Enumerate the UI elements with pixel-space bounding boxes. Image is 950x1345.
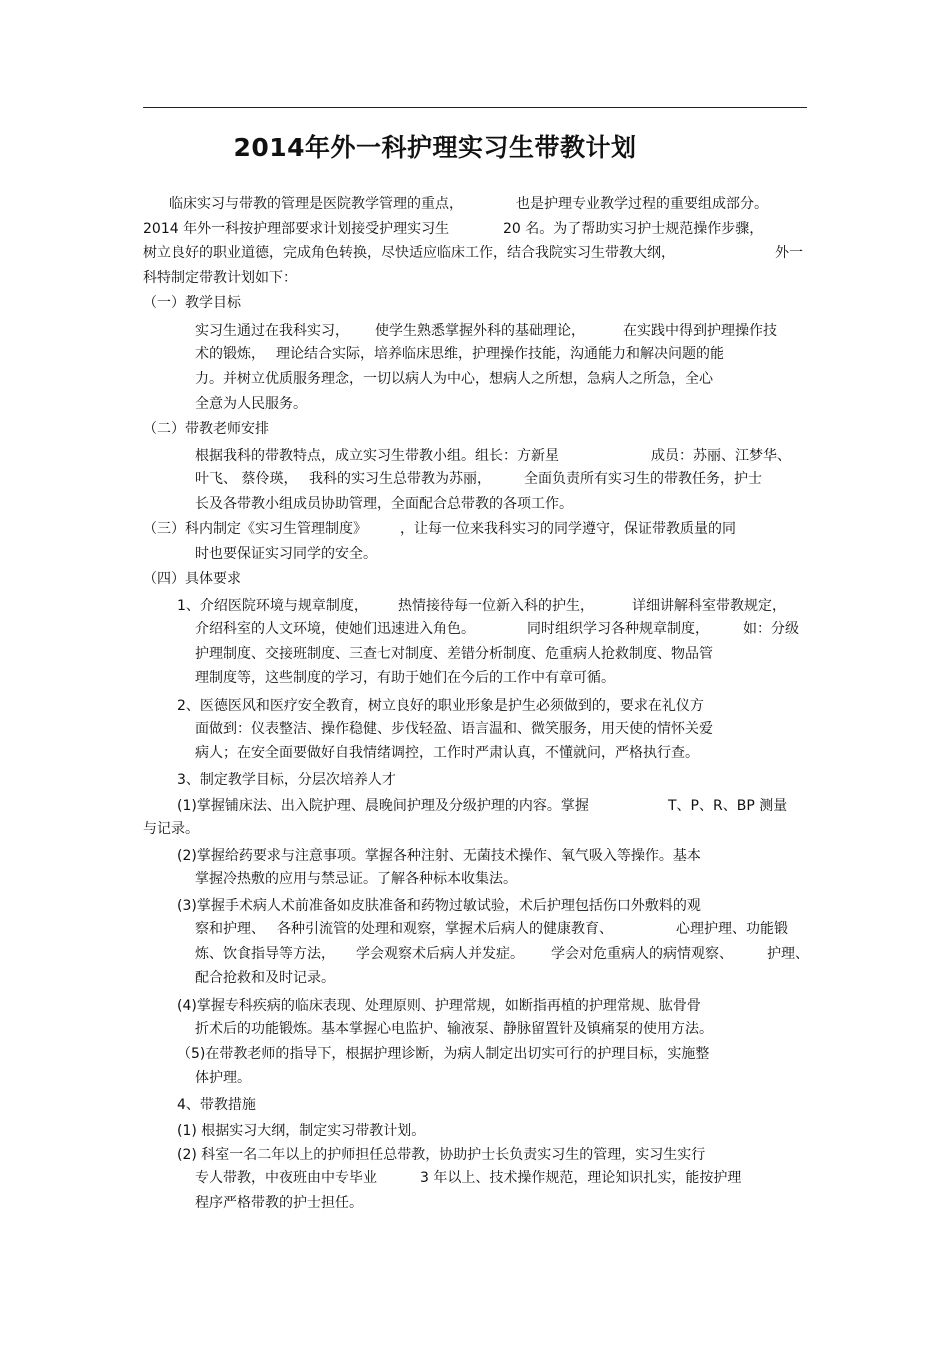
point-4-line-1: (4)掌握专科疾病的临床表现、处理原则、护理常规，如断指再植的护理常规、肱骨骨 [177,998,701,1014]
point-5-line-2: 体护理。 [195,1070,251,1086]
item-4-heading: 4、带教措施 [177,1097,256,1113]
section-3-line-2: 时也要保证实习同学的安全。 [195,546,377,562]
section-1-line-3: 力。并树立优质服务理念，一切以病人为中心，想病人之所想，急病人之所急，全心 [195,371,713,387]
section-2-heading: （二）带教老师安排 [143,421,269,437]
item-2-line-1: 2、医德医风和医疗安全教育，树立良好的职业形象是护生必须做到的，要求在礼仪方 [177,698,704,714]
point-3-line-4: 配合抢救和及时记录。 [195,970,335,986]
point-1-line-2: 与记录。 [143,821,199,837]
point-4-line-2: 折术后的功能锻炼。基本掌握心电监护、输液泵、静脉留置针及镇痛泵的使用方法。 [195,1021,713,1037]
item-3-heading: 3、制定教学目标，分层次培养人才 [177,772,396,788]
item-2-line-3: 病人；在安全面要做好自我情绪调控，工作时严肃认真，不懂就问，严格执行查。 [195,745,699,761]
measure-1: (1) 根据实习大纲，制定实习带教计划。 [177,1123,426,1139]
measure-2-line-1: (2) 科室一名二年以上的护师担任总带教，协助护士长负责实习生的管理，实习生实行 [177,1147,706,1163]
item-1-line-3: 护理制度、交接班制度、三查七对制度、差错分析制度、危重病人抢救制度、物品管 [195,646,713,662]
header-rule [143,107,807,108]
document-page: 2014年外一科护理实习生带教计划 临床实习与带教的管理是医院教学管理的重点， 也是护理专业教学过程的重要组成部分。 2014 年外一科按护理部要求计划接受护理实习生 20 名。为了帮助实习护士规范操作步骤， 树立良好的职业道德，完成角色转换，尽快适应临床工作，结合我院实习生带教大纲， 外一 科特制定带教计划如下： （一）教学目标 实习生通过在我科实习， 使学生熟悉掌握外科的基础理论， 在实践中得到护理操作技 术的锻炼， 理论结合实际，培养临床思维，护理操作技能，沟通能力和解决问题的能 力。并树立优质服务理念，一切以病人为中心，想病人之所想，急病人之所急，全心 全意为人民服务。 （二）带教老师安排 根据我科的带教特点，成立实习生带教小组。组长：方新星 成员：苏丽、江梦华、 叶飞、 蔡伶瑛， 我科的实习生总带教为苏丽， 全面负责所有实习生的带教任务，护士 长及各带教小组成员协助管理，全面配合总带教的各项工作。 （三）科内制定《实习生管理制度》 ，让每一位来我科实习的同学遵守，保证带教质量的同 时也要保证实习同学的安全。 （四）具体要求 1、介绍医院环境与规章制度， 热情接待每一位新入科的护生， 详细讲解科室带教规定， 介绍科室的人文环境，使她们迅速进入角色。 同时组织学习各种规章制度， 如：分级 护理制度、交接班制度、三查七对制度、差错分析制度、危重病人抢救制度、物品管 理制度等，这些制度的学习，有助于她们在今后的工作中有章可循。 2、医德医风和医疗安全教育，树立良好的职业形象是护生必须做到的，要求在礼仪方 面做到：仪表整洁、操作稳健、步伐轻盈、语言温和、微笑服务，用天使的情怀关爱 病人；在安全面要做好自我情绪调控，工作时严肃认真，不懂就问，严格执行查。 3、制定教学目标，分层次培养人才 (1)掌握铺床法、出入院护理、晨晚间护理及分级护理的内容。掌握 T、P、R、BP 测量 与记录。 (2)掌握给药要求与注意事项。掌握各种注射、无菌技术操作、氧气吸入等操作。基本 掌握冷热敷的应用与禁忌证。了解各种标本收集法。 (3)掌握手术病人术前准备如皮肤准备和药物过敏试验，术后护理包括伤口外敷料的观 察和护理、 各种引流管的处理和观察，掌握术后病人的健康教育、 心理护理、功能锻 炼、饮食指导等方法， 学会观察术后病人并发症。 学会对危重病人的病情观察、 护理、 配合抢救和及时记录。 (4)掌握专科疾病的临床表现、处理原则、护理常规，如断指再植的护理常规、肱骨骨 折术后的功能锻炼。基本掌握心电监护、输液泵、静脉留置针及镇痛泵的使用方法。 （5)在带教老师的指导下，根据护理诊断，为病人制定出切实可行的护理目标，实施整 体护理。 4、带教措施 (1) 根据实习大纲，制定实习带教计划。 (2) 科室一名二年以上的护师担任总带教，协助护士长负责实习生的管理，实习生实行 专人带教，中夜班由中专毕业 3 年以上、技术操作规范，理论知识扎实，能按护理 程序严格带教的护士担任。 [0,0,950,1345]
intro-line-4: 科特制定带教计划如下： [143,270,297,286]
point-3-line-1: (3)掌握手术病人术前准备如皮肤准备和药物过敏试验，术后护理包括伤口外敷料的观 [177,898,701,914]
section-4-heading: （四）具体要求 [143,571,241,587]
point-2-line-1: (2)掌握给药要求与注意事项。掌握各种注射、无菌技术操作、氧气吸入等操作。基本 [177,848,701,864]
item-1-line-4: 理制度等，这些制度的学习，有助于她们在今后的工作中有章可循。 [195,670,615,686]
section-2-line-3: 长及各带教小组成员协助管理，全面配合总带教的各项工作。 [195,496,573,512]
point-5-line-1: （5)在带教老师的指导下，根据护理诊断，为病人制定出切实可行的护理目标，实施整 [177,1046,710,1062]
document-title: 2014年外一科护理实习生带教计划 [233,133,637,162]
section-1-heading: （一）教学目标 [143,295,241,311]
item-2-line-2: 面做到：仪表整洁、操作稳健、步伐轻盈、语言温和、微笑服务，用天使的情怀关爱 [195,721,713,737]
measure-2-line-3: 程序严格带教的护士担任。 [195,1195,363,1211]
section-1-line-4: 全意为人民服务。 [195,396,307,412]
point-2-line-2: 掌握冷热敷的应用与禁忌证。了解各种标本收集法。 [195,871,517,887]
